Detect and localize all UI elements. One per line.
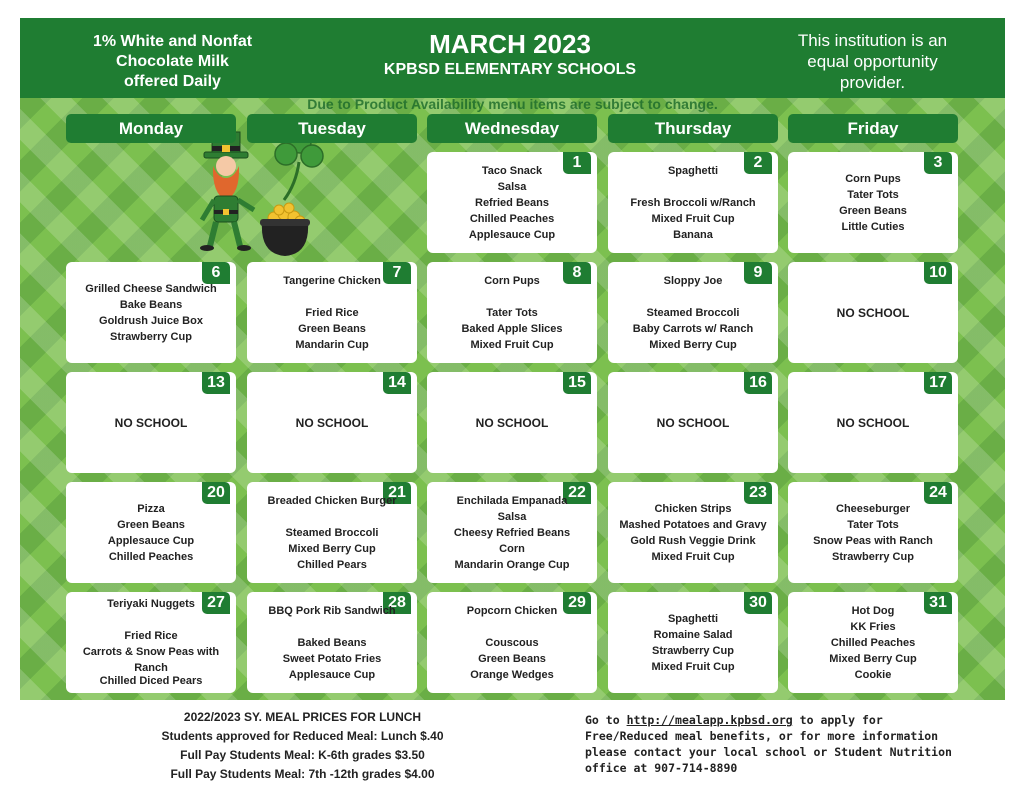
- day-cell: [788, 262, 958, 363]
- menu-item: Mixed Fruit Cup: [470, 338, 554, 351]
- menu-item: Strawberry Cup: [652, 644, 734, 657]
- menu-list: [429, 376, 595, 469]
- menu-list: [429, 486, 595, 579]
- day-cell: [66, 482, 236, 583]
- date-number: 6: [202, 262, 230, 284]
- info-suffix: to apply for Free/Reduced meal benefits, or for more information please contact your local school or Student Nutrition office at 907-714-8890: [585, 713, 952, 775]
- menu-item: Couscous: [485, 636, 539, 649]
- mealapp-link[interactable]: http://mealapp.kpbsd.org: [626, 713, 793, 727]
- date-number: 1: [563, 152, 591, 174]
- menu-list: [610, 486, 776, 579]
- day-header-friday: Friday: [788, 114, 958, 143]
- date-number: 13: [202, 372, 230, 394]
- menu-item: Baked Apple Slices: [461, 322, 563, 335]
- menu-item: Sloppy Joe: [663, 274, 723, 287]
- menu-item: Applesauce Cup: [288, 668, 376, 681]
- menu-list: [610, 156, 776, 249]
- day-cell: [427, 592, 597, 693]
- day-cell: [608, 262, 778, 363]
- date-number: 17: [924, 372, 952, 394]
- day-cell: [788, 372, 958, 473]
- menu-item: Steamed Broccoli: [285, 526, 379, 539]
- menu-item: Green Beans: [117, 518, 185, 531]
- menu-item: Orange Wedges: [470, 668, 554, 681]
- day-header-thursday: Thursday: [608, 114, 778, 143]
- menu-item: Gold Rush Veggie Drink: [630, 534, 756, 547]
- menu-item: Green Beans: [298, 322, 366, 335]
- menu-list: [790, 596, 956, 689]
- menu-item: Spaghetti: [667, 164, 719, 177]
- menu-item: Cheesy Refried Beans: [453, 526, 571, 539]
- menu-item: NO SCHOOL: [475, 415, 549, 430]
- date-number: 27: [202, 592, 230, 614]
- day-cell: [427, 372, 597, 473]
- menu-item: Spaghetti: [667, 612, 719, 625]
- full-pay-7-12-price: Full Pay Students Meal: 7th -12th grades $4.00: [170, 767, 435, 781]
- menu-item: Tater Tots: [847, 188, 899, 201]
- day-cell: [247, 482, 417, 583]
- menu-item: Strawberry Cup: [110, 330, 192, 343]
- menu-list: [790, 486, 956, 579]
- day-cell: [247, 262, 417, 363]
- menu-list: [249, 266, 415, 359]
- day-header-monday: Monday: [66, 114, 236, 143]
- menu-list: [790, 376, 956, 469]
- menu-item: Breaded Chicken Burger: [267, 494, 397, 507]
- day-cell: [788, 592, 958, 693]
- menu-item: Mixed Berry Cup: [649, 338, 737, 351]
- menu-item: NO SCHOOL: [836, 305, 910, 320]
- menu-item: Mandarin Cup: [295, 338, 369, 351]
- menu-list: [68, 596, 234, 689]
- menu-item: Chilled Pears: [297, 558, 367, 571]
- date-number: 15: [563, 372, 591, 394]
- menu-list: [429, 156, 595, 249]
- day-cell: [608, 152, 778, 253]
- date-number: 14: [383, 372, 411, 394]
- menu-list: [790, 156, 956, 249]
- page-subtitle: KPBSD ELEMENTARY SCHOOLS: [383, 61, 637, 78]
- menu-item: NO SCHOOL: [114, 415, 188, 430]
- menu-item: Chilled Diced Pears: [99, 675, 203, 687]
- menu-item: Fresh Broccoli w/Ranch: [630, 196, 756, 209]
- full-pay-k6-price: Full Pay Students Meal: K-6th grades $3.50: [180, 748, 425, 762]
- date-number: 31: [924, 592, 952, 614]
- menu-item: Applesauce Cup: [107, 534, 195, 547]
- date-number: 16: [744, 372, 772, 394]
- menu-item: Mixed Fruit Cup: [651, 660, 735, 673]
- menu-list: [610, 376, 776, 469]
- menu-item: Tater Tots: [847, 518, 899, 531]
- menu-item: Baby Carrots w/ Ranch: [632, 322, 754, 335]
- info-prefix: Go to: [585, 713, 620, 727]
- menu-list: [68, 486, 234, 579]
- menu-item: Banana: [673, 228, 713, 241]
- menu-item: Mandarin Orange Cup: [454, 558, 570, 571]
- meal-prices-title: 2022/2023 SY. MEAL PRICES FOR LUNCH: [183, 710, 422, 724]
- day-cell: [788, 482, 958, 583]
- page-title: MARCH 2023: [429, 29, 591, 59]
- menu-list: [249, 376, 415, 469]
- leprechaun-pot-of-gold-illustration: [188, 122, 338, 262]
- menu-item: Little Cuties: [841, 220, 905, 233]
- date-number: 3: [924, 152, 952, 174]
- menu-list: [429, 266, 595, 359]
- date-number: 8: [563, 262, 591, 284]
- menu-item: Mixed Berry Cup: [288, 542, 376, 555]
- menu-item: Pizza: [137, 502, 165, 515]
- menu-list: [610, 596, 776, 689]
- menu-list: [249, 596, 415, 689]
- reduced-meal-price: Students approved for Reduced Meal: Lunch $.40: [161, 729, 444, 743]
- title-block: [350, 28, 670, 80]
- day-cell: [608, 372, 778, 473]
- menu-item: KK Fries: [850, 620, 896, 633]
- menu-item: Teriyaki Nuggets: [107, 598, 195, 610]
- menu-item: Romaine Salad: [653, 628, 733, 641]
- availability-notice: Due to Product Availability menu items are subject to change.: [307, 96, 718, 112]
- menu-item: Tangerine Chicken: [283, 274, 381, 287]
- calendar-grid: [20, 98, 1005, 700]
- day-cell: [66, 262, 236, 363]
- day-cell: [247, 592, 417, 693]
- day-header-tuesday: Tuesday: [247, 114, 417, 143]
- menu-item: Snow Peas with Ranch: [813, 534, 933, 547]
- menu-item: Mixed Berry Cup: [829, 652, 917, 665]
- day-cell: [247, 372, 417, 473]
- menu-item: Grilled Cheese Sandwich: [85, 282, 217, 295]
- menu-item: Cookie: [854, 668, 892, 681]
- menu-item: Applesauce Cup: [468, 228, 556, 241]
- date-number: 9: [744, 262, 772, 284]
- calendar-header: [20, 18, 1005, 98]
- menu-list: [790, 266, 956, 359]
- equal-opportunity-statement: This institution is an equal opportunity provider.: [797, 31, 948, 92]
- day-cell: [66, 372, 236, 473]
- menu-list: [429, 596, 595, 689]
- date-number: 28: [383, 592, 411, 614]
- menu-item: Chilled Peaches: [108, 550, 194, 563]
- meal-application-info: [585, 712, 965, 776]
- menu-item: Mashed Potatoes and Gravy: [619, 518, 767, 531]
- menu-item: Steamed Broccoli: [646, 306, 740, 319]
- date-number: 2: [744, 152, 772, 174]
- menu-item: NO SCHOOL: [656, 415, 730, 430]
- menu-item: Enchilada Empanada: [456, 494, 568, 507]
- day-cell: [608, 592, 778, 693]
- menu-item: Sweet Potato Fries: [282, 652, 382, 665]
- day-cell: [427, 262, 597, 363]
- menu-item: Salsa: [497, 180, 527, 193]
- date-number: 10: [924, 262, 952, 284]
- day-cell: [427, 482, 597, 583]
- menu-item: Green Beans: [478, 652, 546, 665]
- menu-item: Green Beans: [839, 204, 907, 217]
- meal-prices: [120, 708, 485, 784]
- menu-item: Corn Pups: [845, 172, 901, 185]
- day-cell: [788, 152, 958, 253]
- menu-item: Carrots & Snow Peas with Ranch: [82, 646, 220, 674]
- date-number: 23: [744, 482, 772, 504]
- date-number: 24: [924, 482, 952, 504]
- menu-item: Fried Rice: [305, 306, 359, 319]
- day-cell: [66, 592, 236, 693]
- date-number: 21: [383, 482, 411, 504]
- menu-item: Cheeseburger: [836, 502, 910, 515]
- menu-list: [610, 266, 776, 359]
- date-number: 30: [744, 592, 772, 614]
- menu-item: Salsa: [497, 510, 527, 523]
- menu-item: Bake Beans: [119, 298, 183, 311]
- menu-list: [68, 376, 234, 469]
- day-cell: [427, 152, 597, 253]
- day-cell: [608, 482, 778, 583]
- date-number: 29: [563, 592, 591, 614]
- date-number: 20: [202, 482, 230, 504]
- menu-item: Baked Beans: [297, 636, 367, 649]
- menu-item: Mixed Fruit Cup: [651, 550, 735, 563]
- menu-item: Hot Dog: [851, 604, 895, 617]
- menu-item: Fried Rice: [124, 630, 178, 642]
- menu-item: Strawberry Cup: [832, 550, 914, 563]
- menu-item: Mixed Fruit Cup: [651, 212, 735, 225]
- menu-list: [68, 266, 234, 359]
- date-number: 7: [383, 262, 411, 284]
- menu-item: Chilled Peaches: [830, 636, 916, 649]
- menu-item: Tater Tots: [486, 306, 538, 319]
- menu-item: NO SCHOOL: [836, 415, 910, 430]
- menu-item: Taco Snack: [481, 164, 543, 177]
- day-header-wednesday: Wednesday: [427, 114, 597, 143]
- menu-item: Popcorn Chicken: [466, 604, 558, 617]
- menu-item: Corn: [499, 542, 525, 555]
- menu-item: Refried Beans: [475, 196, 549, 209]
- milk-notice: 1% White and Nonfat Chocolate Milk offered Daily: [92, 33, 253, 90]
- menu-item: Chicken Strips: [654, 502, 732, 515]
- menu-item: Corn Pups: [484, 274, 540, 287]
- menu-item: NO SCHOOL: [295, 415, 369, 430]
- menu-item: BBQ Pork Rib Sandwich: [268, 604, 396, 617]
- menu-list: [249, 486, 415, 579]
- menu-item: Chilled Peaches: [469, 212, 555, 225]
- menu-item: Goldrush Juice Box: [99, 314, 203, 327]
- date-number: 22: [563, 482, 591, 504]
